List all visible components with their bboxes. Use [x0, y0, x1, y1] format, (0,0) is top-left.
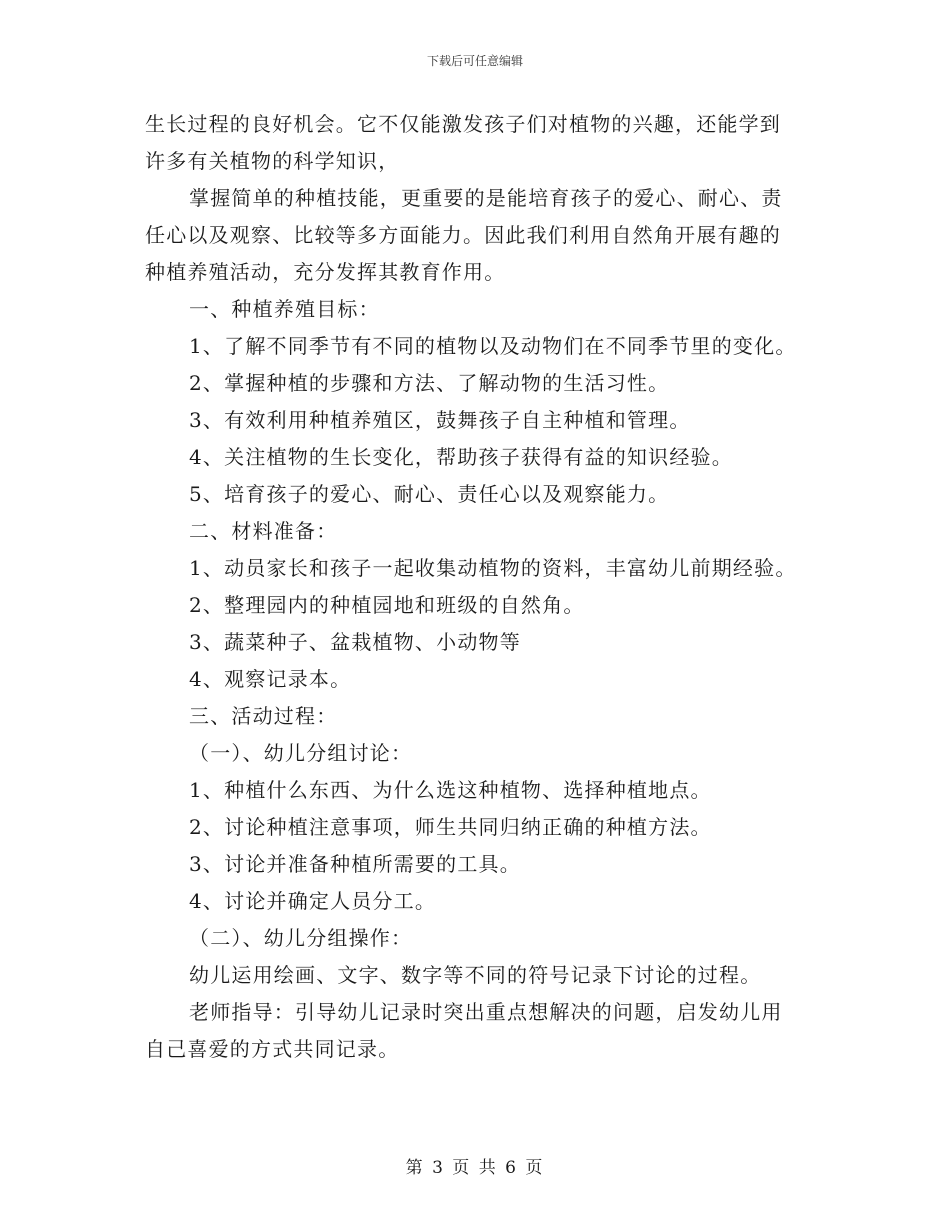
subsection-heading	[145, 920, 811, 957]
list-item	[145, 365, 811, 402]
list-item	[145, 883, 811, 920]
text-line: 1、动员家长和孩子一起收集动植物的资料，丰富幼儿前期经验。	[189, 556, 797, 580]
paragraph	[145, 106, 811, 180]
list-item	[145, 587, 811, 624]
list-item	[145, 328, 811, 365]
text-line: 1、种植什么东西、为什么选这种植物、选择种植地点。	[189, 778, 712, 802]
text-line: 任心以及观察、比较等多方面能力。因此我们利用自然角开展有趣的	[145, 223, 781, 247]
list-item	[145, 624, 811, 661]
paragraph	[145, 994, 811, 1068]
text-line: 5、培育孩子的爱心、耐心、责任心以及观察能力。	[189, 482, 670, 506]
paragraph	[145, 180, 811, 291]
list-item	[145, 550, 811, 587]
text-line: 4、讨论并确定人员分工。	[189, 889, 437, 913]
list-item	[145, 439, 811, 476]
text-line: 2、掌握种植的步骤和方法、了解动物的生活习性。	[189, 371, 670, 395]
text-line: （二）、幼儿分组操作：	[189, 926, 413, 950]
text-line: 许多有关植物的科学知识，	[145, 149, 400, 173]
text-line: （一）、幼儿分组讨论：	[189, 741, 413, 765]
text-line: 2、讨论种植注意事项，师生共同归纳正确的种植方法。	[189, 815, 712, 839]
text-line: 3、有效利用种植养殖区，鼓舞孩子自主种植和管理。	[189, 408, 691, 432]
text-line: 自己喜爱的方式共同记录。	[145, 1037, 400, 1061]
list-item	[145, 809, 811, 846]
text-line: 生长过程的良好机会。它不仅能激发孩子们对植物的兴趣，还能学到	[145, 112, 781, 136]
text-line: 2、整理园内的种植园地和班级的自然角。	[189, 593, 585, 617]
text-line: 4、观察记录本。	[189, 667, 352, 691]
page-footer: 第 3 页 共 6 页	[405, 1158, 545, 1178]
subsection-heading	[145, 735, 811, 772]
section-heading	[145, 291, 811, 328]
text-line: 幼儿运用绘画、文字、数字等不同的符号记录下讨论的过程。	[189, 963, 762, 987]
section-heading	[145, 513, 811, 550]
list-item	[145, 661, 811, 698]
text-line: 老师指导：引导幼儿记录时突出重点想解决的问题，启发幼儿用	[189, 1000, 783, 1024]
document-body	[145, 106, 811, 1068]
section-heading	[145, 698, 811, 735]
paragraph	[145, 957, 811, 994]
page-header: 下载后可任意编辑	[426, 54, 523, 68]
list-item	[145, 476, 811, 513]
list-item	[145, 846, 811, 883]
text-line: 三、活动过程：	[189, 704, 338, 728]
text-line: 一、种植养殖目标：	[189, 297, 380, 321]
text-line: 4、关注植物的生长变化，帮助孩子获得有益的知识经验。	[189, 445, 733, 469]
text-line: 3、讨论并准备种植所需要的工具。	[189, 852, 521, 876]
text-line: 3、蔬菜种子、盆栽植物、小动物等	[189, 630, 521, 654]
list-item	[145, 772, 811, 809]
text-line: 二、材料准备：	[189, 519, 338, 543]
list-item	[145, 402, 811, 439]
text-line: 掌握简单的种植技能，更重要的是能培育孩子的爱心、耐心、责	[189, 186, 783, 210]
text-line: 1、了解不同季节有不同的植物以及动物们在不同季节里的变化。	[189, 334, 797, 358]
text-line: 种植养殖活动，充分发挥其教育作用。	[145, 260, 506, 284]
